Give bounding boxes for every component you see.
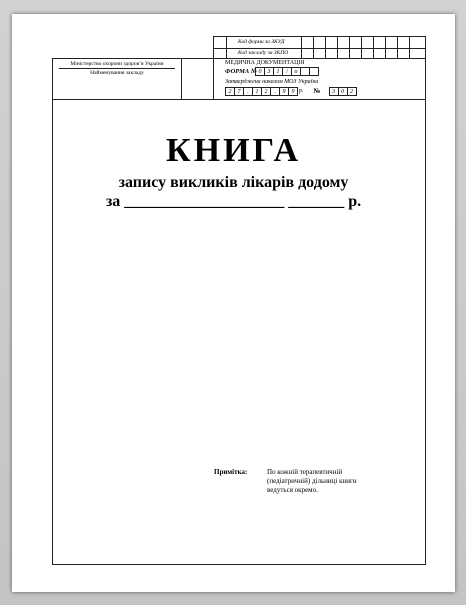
approved-by-label: Затверджена наказом МОЗ України	[225, 79, 319, 85]
date-digit: .	[243, 87, 253, 96]
note-label: Примітка:	[214, 468, 248, 476]
header-divider	[53, 99, 425, 100]
form-codes-table	[213, 36, 426, 58]
date-digit: 2	[225, 87, 235, 96]
form-digit: 0	[255, 67, 265, 76]
period-line: за ____________________ _______ р.	[105, 193, 362, 210]
date-digit: 7	[234, 87, 244, 96]
form-digit	[309, 67, 319, 76]
order-digit: 2	[347, 87, 357, 96]
date-digit: 9	[279, 87, 289, 96]
form-number-cells	[255, 67, 318, 76]
form-digit: 3	[264, 67, 274, 76]
date-digit: 9	[288, 87, 298, 96]
year-suffix: р.	[299, 88, 304, 94]
form-info-block	[213, 59, 427, 99]
institution-label: Найменування закладу	[90, 70, 144, 76]
form-digit: /	[282, 67, 292, 76]
medical-doc-label: МЕДИЧНА ДОКУМЕНТАЦІЯ	[225, 60, 305, 66]
zkud-code-label: Код форми за ЗКУД	[238, 39, 285, 45]
order-digit: 0	[338, 87, 348, 96]
note-text: По кожній терапевтичній (педіатричній) дільниці книги ведуться окремо.	[267, 468, 357, 494]
institution-block	[53, 59, 182, 99]
zkud-code-cells	[301, 37, 421, 48]
institution-underline	[59, 68, 175, 69]
order-number-sign: №	[313, 87, 321, 95]
ministry-name: Міністерство охорони здоров’я України	[70, 61, 164, 67]
date-digit: .	[270, 87, 280, 96]
form-number-label: ФОРМА №	[225, 68, 257, 75]
book-subtitle: запису викликів лікарів додому	[118, 174, 349, 191]
date-digit: 1	[252, 87, 262, 96]
book-title: КНИГА	[165, 132, 302, 169]
order-date-cells	[225, 87, 356, 96]
zkpo-code-label: Код закладу за ЗКПО	[238, 50, 289, 56]
date-digit: 2	[261, 87, 271, 96]
document-page	[12, 14, 455, 592]
form-digit: о	[291, 67, 301, 76]
form-digit: 1	[273, 67, 283, 76]
order-digit: 3	[329, 87, 339, 96]
